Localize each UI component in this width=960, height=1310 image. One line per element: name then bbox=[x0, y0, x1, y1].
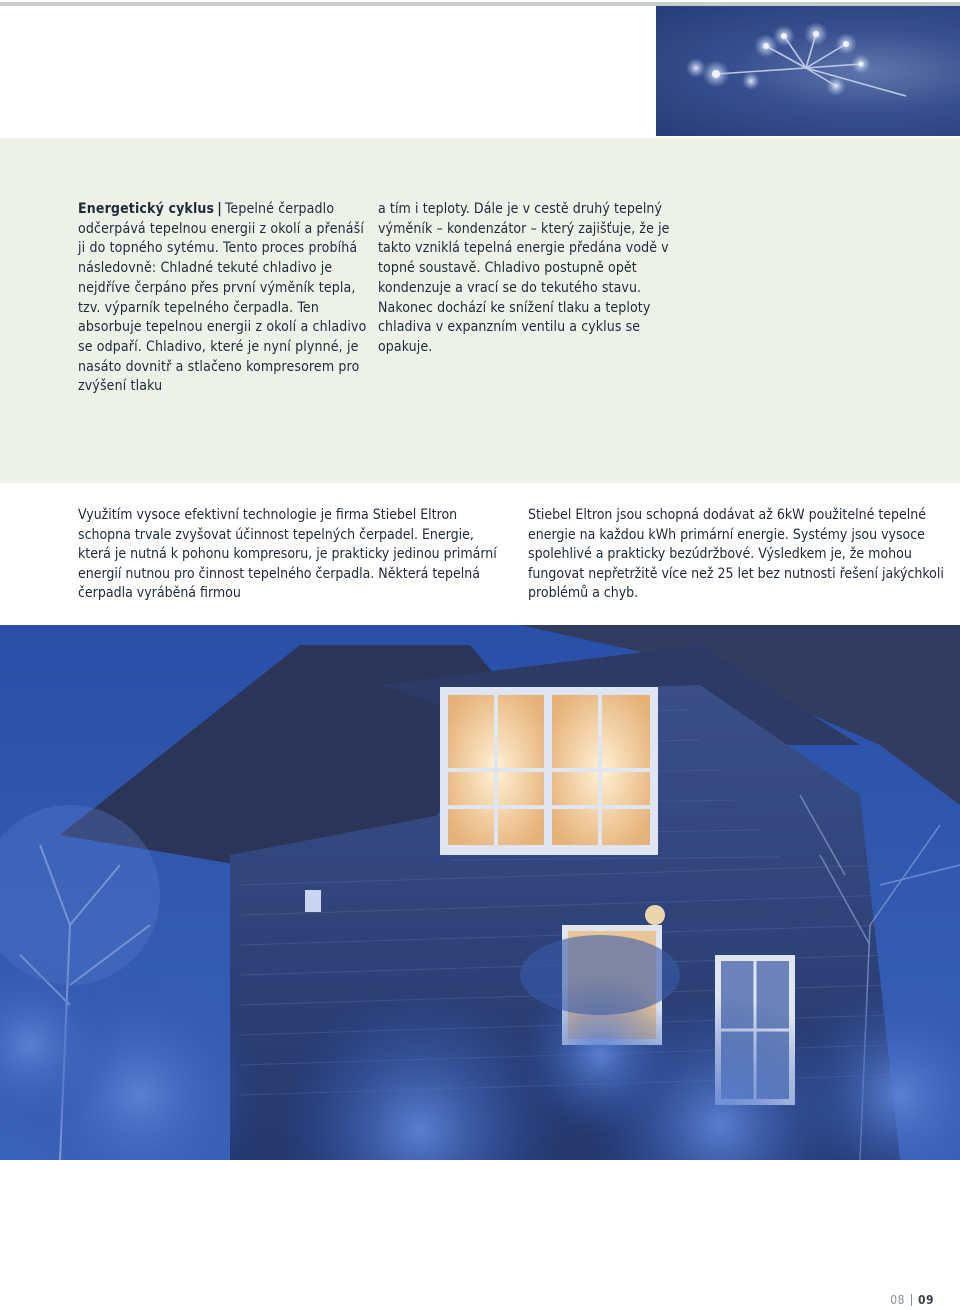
heading-separator: | bbox=[217, 201, 222, 217]
efficiency-text-right: Stiebel Eltron jsou schopná dodávat až 6kW použitelné tepelné energie na každou kWh primární energie. Systémy jsou vysoce spolehlivé a prakticky bezúdržbové. Výsledkem je, že mohou fungovat nepřetržitě více než 25 let bez nutnosti řešení jakýchkoli problémů a chyb. bbox=[528, 507, 944, 601]
frost-plant-photo bbox=[656, 6, 960, 136]
page-number-left: 08 bbox=[890, 1293, 905, 1307]
efficiency-text-left: Využitím vysoce efektivní technologie je firma Stiebel Eltron schopna trvale zvyšovat účinnost tepelných čerpadel. Energie, která je nutná k pohonu kompresoru, je prakticky jedinou primární energií nutnou pro činnost tepelného čerpadla. Některá tepelná čerpadla vyráběná firmou bbox=[78, 507, 497, 601]
energy-cycle-continuation: a tím i teploty. Dále je v cestě druhý tepelný výměník – kondenzátor – který zajišťuje, že je takto vzniklá tepelná energie předána vodě v topné soustavě. Chladivo postupně opět kondenzuje a vrací se do tekutého stavu. Nakonec dochází ke snížení tlaku a teploty chladiva v expanzním ventilu a cyklus se opakuje. bbox=[378, 201, 670, 355]
heat-pump-subheading: Tepelné čerpadlo bbox=[224, 201, 335, 217]
energy-cycle-heading: Energetický cyklus bbox=[78, 201, 215, 217]
page-numbers bbox=[890, 1293, 934, 1307]
page-number-separator bbox=[911, 1294, 912, 1306]
energy-cycle-body: odčerpává tepelnou energii z okolí a přenáší ji do topného sytému. Tento proces probíhá následovně: Chladné tekuté chladivo je nejdříve čerpáno přes první výměník tepla, tzv. výparník tepelného čerpadla. Ten absorbuje tepelnou energii z okolí a chladivo se odpaří. Chladivo, které je nyní plynné, je nasáto dovnitř a stlačeno kompresorem pro zvýšení tlaku bbox=[78, 220, 367, 395]
energy-cycle-text bbox=[78, 200, 370, 397]
house-at-dusk-photo bbox=[0, 625, 960, 1160]
page-number-right: 09 bbox=[917, 1293, 934, 1307]
